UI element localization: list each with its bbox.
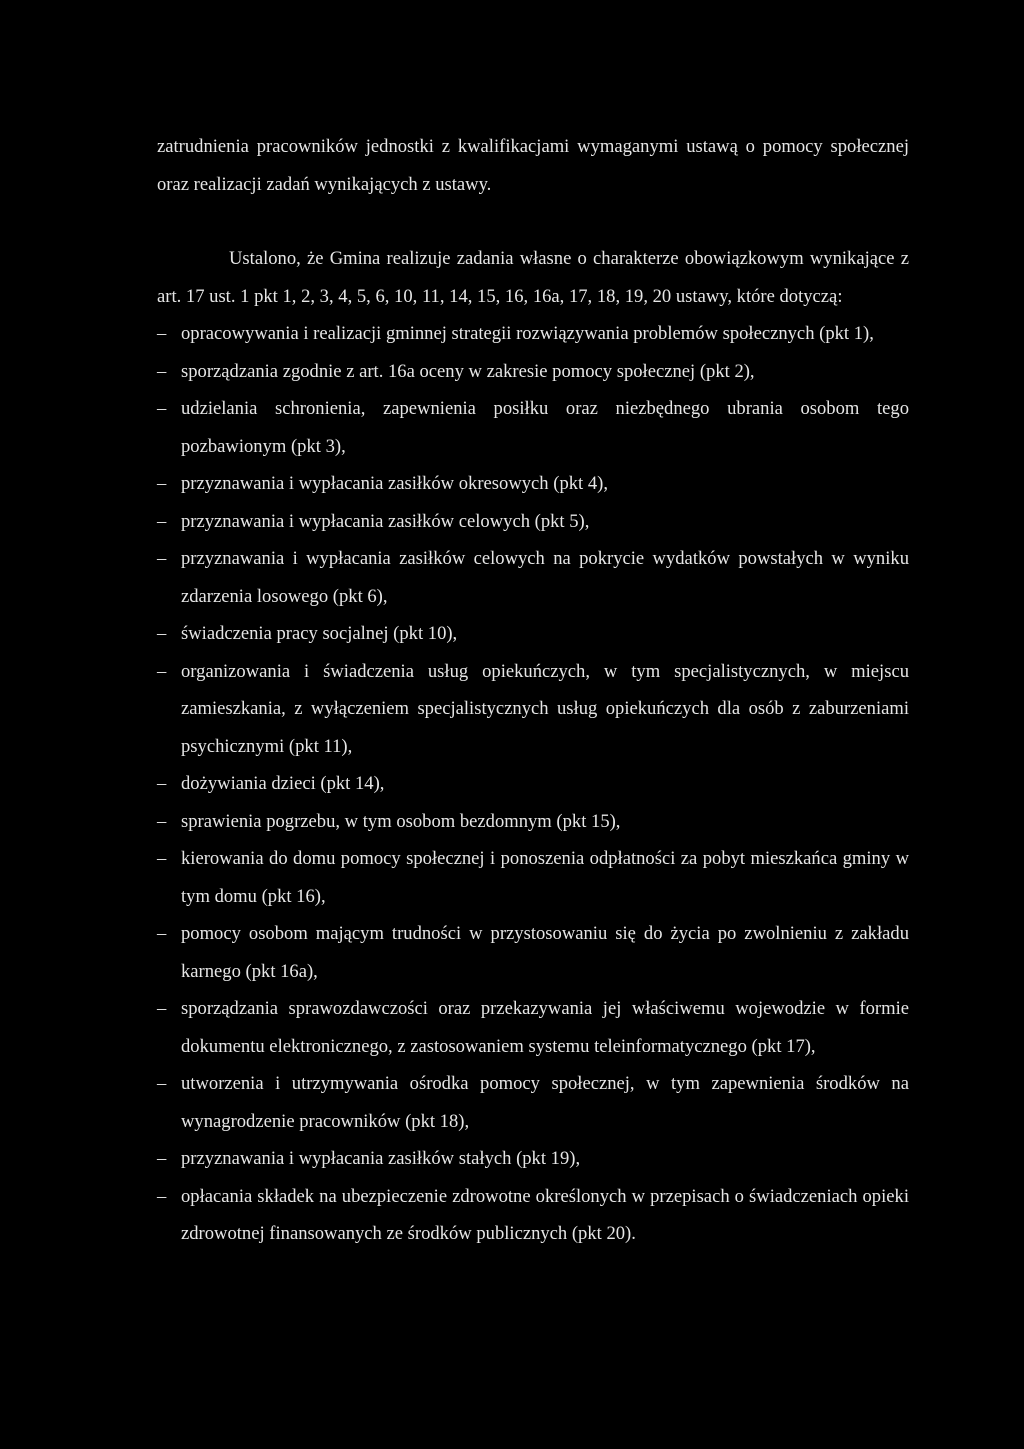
list-item-text: kierowania do domu pomocy społecznej i ponoszenia odpłatności za pobyt mieszkańca gminy w tym domu (pkt 16), [181, 848, 909, 907]
list-item-text: pomocy osobom mającym trudności w przystosowaniu się do życia po zwolnieniu z zakładu karnego (pkt 16a), [181, 923, 909, 982]
list-item-text: sporządzania zgodnie z art. 16a oceny w zakresie pomocy społecznej (pkt 2), [181, 360, 755, 382]
list-item [157, 840, 909, 915]
list-item-text: przyznawania i wypłacania zasiłków celowych na pokrycie wydatków powstałych w wyniku zdarzenia losowego (pkt 6), [181, 548, 909, 607]
list-item [157, 1140, 909, 1178]
list-item-text: przyznawania i wypłacania zasiłków stałych (pkt 19), [181, 1148, 581, 1169]
list-item [157, 315, 909, 353]
dash-marker: – [157, 1185, 167, 1207]
list-item [157, 653, 909, 766]
dash-marker: – [157, 1148, 167, 1169]
dash-marker: – [157, 623, 167, 644]
dash-marker: – [157, 360, 167, 382]
list-item-text: przyznawania i wypłacania zasiłków okresowych (pkt 4), [181, 473, 608, 494]
list-item-text: utworzenia i utrzymywania ośrodka pomocy społecznej, w tym zapewnienia środków na wynagrodzenie pracowników (pkt 18), [181, 1073, 909, 1132]
paragraph-continuation: zatrudnienia pracowników jednostki z kwalifikacjami wymaganymi ustawą o pomocy społecznej oraz realizacji zadań wynikających z ustawy. [157, 136, 909, 195]
list-item [157, 540, 909, 615]
paragraph-ustalono: Ustalono, że Gmina realizuje zadania własne o charakterze obowiązkowym wynikające z art. 17 ust. 1 pkt 1, 2, 3, 4, 5, 6, 10, 11, 14, 15, 16, 16a, 17, 18, 19, 20 ustawy, które dotyczą: [157, 248, 909, 307]
list-item [157, 990, 909, 1065]
list-item [157, 353, 909, 391]
dash-marker: – [157, 810, 167, 832]
list-item [157, 1178, 909, 1253]
dash-marker: – [157, 323, 167, 344]
list-item [157, 803, 909, 841]
list-item-text: dożywiania dzieci (pkt 14), [181, 773, 385, 794]
list-item-text: organizowania i świadczenia usług opiekuńczych, w tym specjalistycznych, w miejscu zamieszkania, z wyłączeniem specjalistycznych usług opiekuńczych dla osób z zaburzeniami psychicznymi (pkt 11), [181, 660, 909, 757]
list-item [157, 915, 909, 990]
list-item-text: przyznawania i wypłacania zasiłków celowych (pkt 5), [181, 510, 590, 532]
list-item [157, 615, 909, 653]
task-list [157, 315, 909, 1253]
dash-marker: – [157, 923, 167, 944]
dash-marker: – [157, 398, 167, 419]
dash-marker: – [157, 848, 167, 869]
dash-marker: – [157, 660, 167, 682]
list-item-text: opracowywania i realizacji gminnej strategii rozwiązywania problemów społecznych (pkt 1), [181, 323, 874, 344]
list-item [157, 465, 909, 503]
list-item-text: świadczenia pracy socjalnej (pkt 10), [181, 623, 458, 644]
list-item [157, 1065, 909, 1140]
dash-marker: – [157, 510, 167, 532]
dash-marker: – [157, 1073, 167, 1094]
dash-marker: – [157, 773, 167, 794]
document-page [157, 128, 909, 1253]
list-item-text: sprawienia pogrzebu, w tym osobom bezdomnym (pkt 15), [181, 810, 621, 832]
list-item-text: udzielania schronienia, zapewnienia posiłku oraz niezbędnego ubrania osobom tego pozbawionym (pkt 3), [181, 398, 909, 457]
dash-marker: – [157, 548, 167, 569]
dash-marker: – [157, 998, 167, 1019]
list-item-text: opłacania składek na ubezpieczenie zdrowotne określonych w przepisach o świadczeniach opieki zdrowotnej finansowanych ze środków publicznych (pkt 20). [181, 1185, 909, 1244]
dash-marker: – [157, 473, 167, 494]
list-item [157, 503, 909, 541]
list-item-text: sporządzania sprawozdawczości oraz przekazywania jej właściwemu wojewodzie w formie dokumentu elektronicznego, z zastosowaniem systemu teleinformatycznego (pkt 17), [181, 998, 909, 1057]
list-item [157, 765, 909, 803]
list-item [157, 390, 909, 465]
